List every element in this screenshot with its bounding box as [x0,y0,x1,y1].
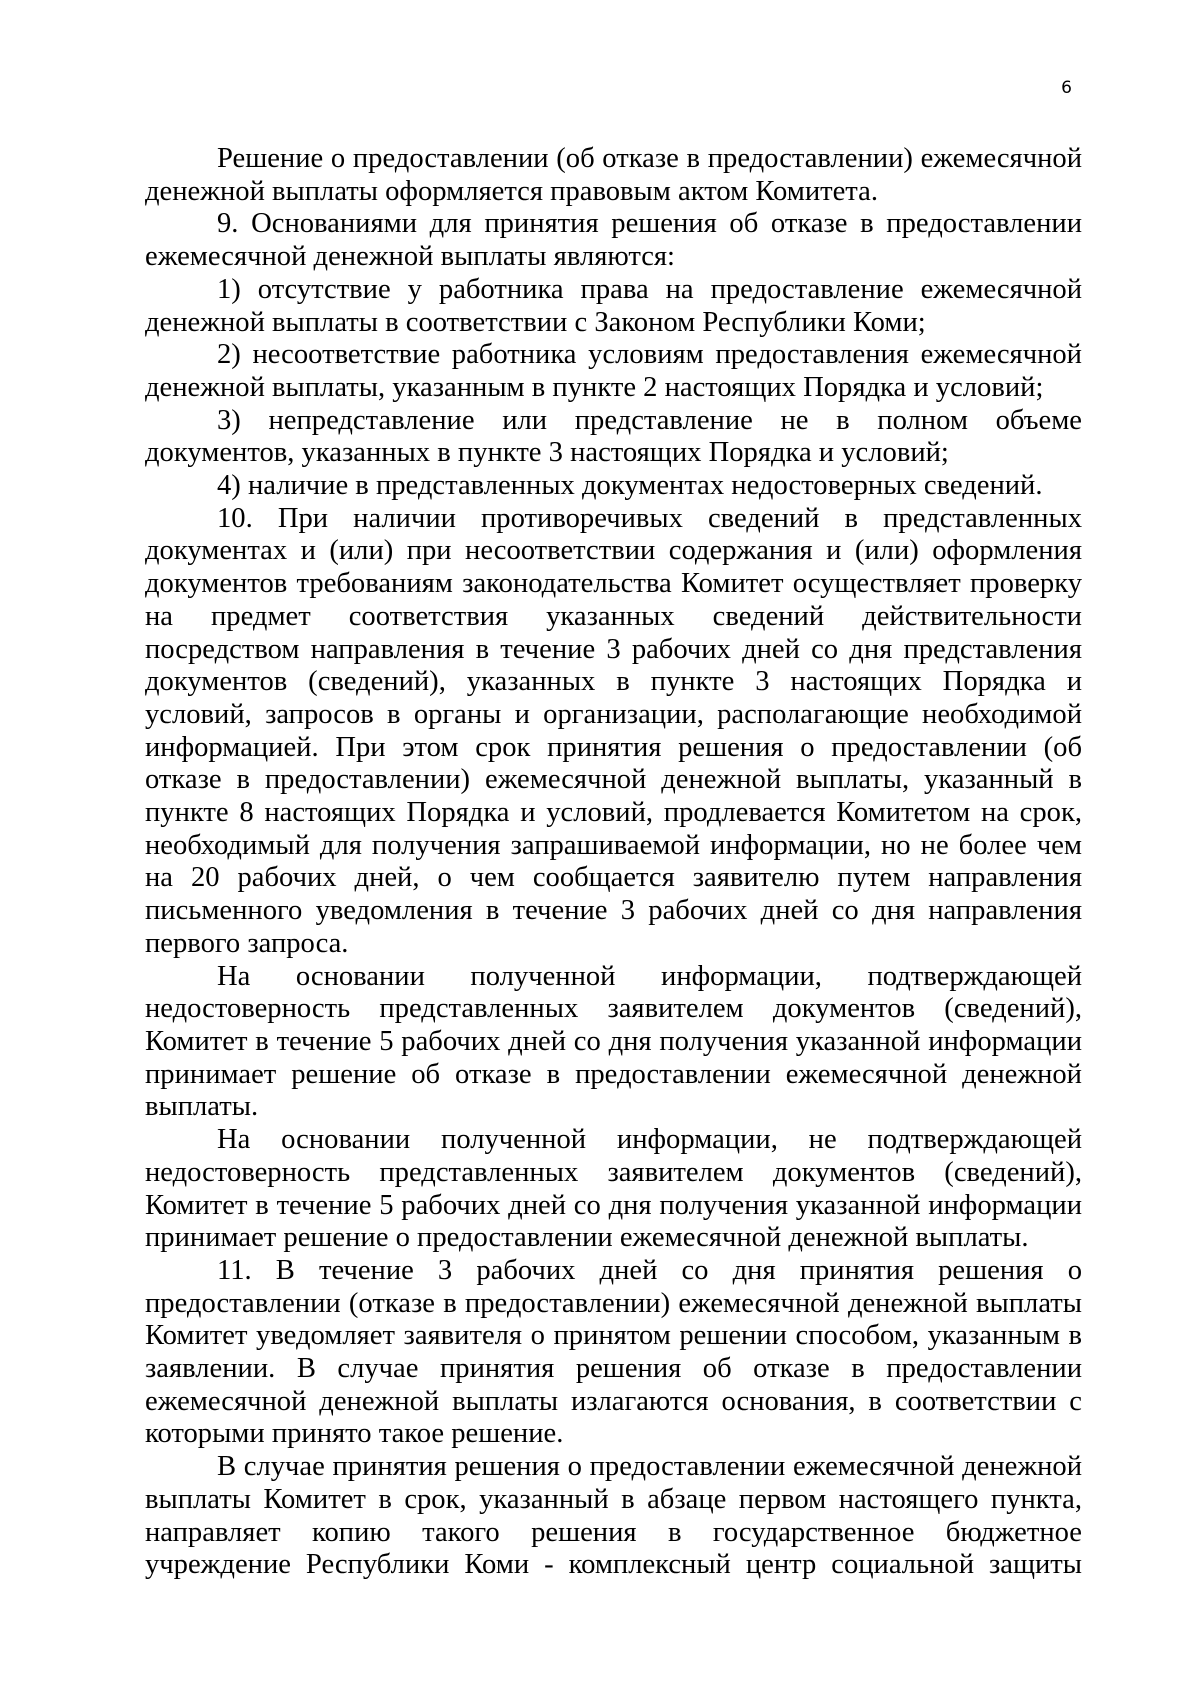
paragraph-decision-form: Решение о предоставлении (об отказе в предоставлении) ежемесячной денежной выплаты оформляется правовым актом Комитета. [145,143,1082,207]
page-number: 6 [1061,78,1072,98]
paragraph-not-confirming-info: На основании полученной информации, не подтверждающей недостоверность представленных заявителем документов (сведений), Комитет в течение 5 рабочих дней со дня получения указанной информации принимает решение о предоставлении ежемесячной денежной выплаты. [145,1124,1082,1254]
paragraph-item-9-3: 3) непредставление или представление не в полном объеме документов, указанных в пункте 3 настоящих Порядка и условий; [145,404,1082,469]
document-body [145,143,1082,1582]
paragraph-item-9: 9. Основаниями для принятия решения об отказе в предоставлении ежемесячной денежной выплаты являются: [145,208,1082,273]
paragraph-item-9-2: 2) несоответствие работника условиям предоставления ежемесячной денежной выплаты, указанным в пункте 2 настоящих Порядка и условий; [145,339,1082,403]
paragraph-confirming-info: На основании полученной информации, подтверждающей недостоверность представленных заявителем документов (сведений), Комитет в течение 5 рабочих дней со дня получения указанной информации принимает решение об отказе в предоставлении ежемесячной денежной выплаты. [145,960,1082,1123]
paragraph-item-11: 11. В течение 3 рабочих дней со дня принятия решения о предоставлении (отказе в предоставлении) ежемесячной денежной выплаты Комитет уведомляет заявителя о принятом решении способом, указанным в заявлении. В случае принятия решения об отказе в предоставлении ежемесячной денежной выплаты излагаются основания, в соответствии с которыми принято такое решение. [145,1254,1082,1450]
paragraph-item-9-4: 4) наличие в представленных документах недостоверных сведений. [217,470,1043,502]
paragraph-copy-of-decision: В случае принятия решения о предоставлении ежемесячной денежной выплаты Комитет в срок, указанный в абзаце первом настоящего пункта, направляет копию такого решения в государственное бюджетное учреждение Республики Коми - комплексный центр социальной защиты [145,1451,1082,1581]
paragraph-item-10: 10. При наличии противоречивых сведений в представленных документах и (или) при несоответствии содержания и (или) оформления документов требованиям законодательства Комитет осуществляет проверку на предмет соответствия указанных сведений действительности посредством направления в течение 3 рабочих дней со дня представления документов (сведений), указанных в пункте 3 настоящих Порядка и условий, запросов в органы и организации, располагающие необходимой информацией. При этом срок принятия решения о предоставлении (об отказе в предоставлении) ежемесячной денежной выплаты, указанный в пункте 8 настоящих Порядка и условий, продлевается Комитетом на срок, необходимый для получения запрашиваемой информации, но не более чем на 20 рабочих дней, о чем сообщается заявителю путем направления письменного уведомления в течение 3 рабочих дней со дня направления первого запроса. [145,502,1082,959]
paragraph-item-9-1: 1) отсутствие у работника права на предоставление ежемесячной денежной выплаты в соответствии с Законом Республики Коми; [145,273,1082,338]
